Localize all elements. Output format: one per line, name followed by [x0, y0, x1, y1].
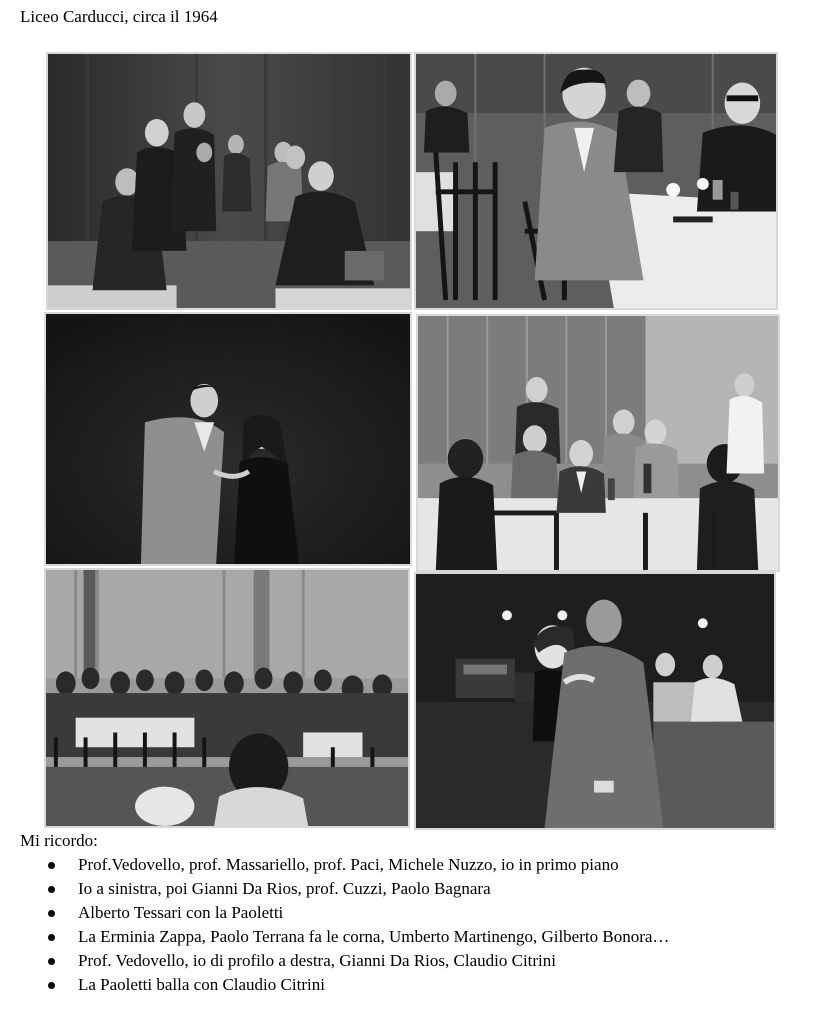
list-item-text: Io a sinistra, poi Gianni Da Rios, prof. Cuzzi, Paolo Bagnara — [78, 879, 491, 898]
bullet-icon — [48, 982, 55, 989]
list-item-text: La Erminia Zappa, Paolo Terrana fa le corna, Umberto Martinengo, Gilberto Bonora… — [78, 927, 670, 946]
photo-dinner-portrait — [414, 52, 778, 310]
list-item — [46, 925, 669, 949]
photo-image — [416, 574, 774, 828]
list-item-text: Alberto Tessari con la Paoletti — [78, 903, 284, 922]
photo-image — [46, 570, 408, 826]
page-title: Liceo Carducci, circa il 1964 — [20, 7, 218, 26]
list-item-text: La Paoletti balla con Claudio Citrini — [78, 975, 325, 994]
bullet-icon — [48, 958, 55, 965]
list-item — [46, 949, 669, 973]
list-item-text: Prof. Vedovello, io di profilo a destra, Gianni Da Rios, Claudio Citrini — [78, 951, 556, 970]
photo-image — [46, 314, 410, 564]
list-item-text: Prof.Vedovello, prof. Massariello, prof. Paci, Michele Nuzzo, io in primo piano — [78, 855, 619, 874]
photo-image — [48, 54, 410, 308]
bullet-icon — [48, 886, 55, 893]
bullet-icon — [48, 934, 55, 941]
photo-image — [416, 54, 776, 308]
photo-group-seated — [46, 52, 412, 310]
list-item — [46, 877, 669, 901]
photo-image — [418, 316, 778, 570]
list-item — [46, 853, 669, 877]
list-item — [46, 973, 669, 997]
bullet-icon — [48, 862, 55, 869]
photo-couple-dancing — [44, 312, 412, 566]
photo-banquet-hall — [44, 568, 410, 828]
list-item — [46, 901, 669, 925]
bullet-icon — [48, 910, 55, 917]
memories-heading: Mi ricordo: — [20, 831, 98, 850]
photo-dinner-group — [416, 314, 780, 572]
memories-list — [46, 853, 669, 997]
photo-couple-bar — [414, 572, 776, 830]
